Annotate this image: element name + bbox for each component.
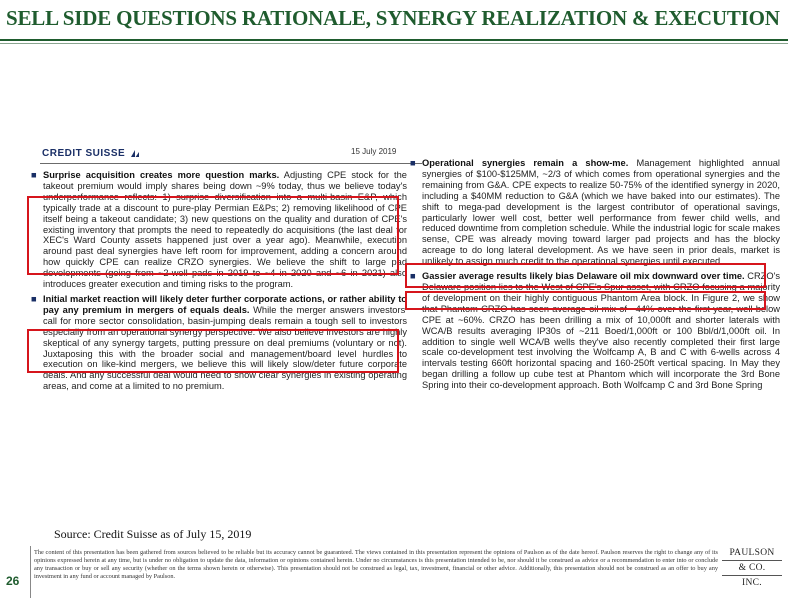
paragraph-body: While the merger answers investors' call for more sector consolidation, basin-jumping deals remain a tough sell to investors especially from an operational synergy perspective. We also believe investors are highly skeptical of any synergy targets, putting pressure on deal premiums (voluntary or not). Juxtaposing this with the broader social and management/board level hurdles to execution on like-kind mergers, we believe this will likely slow/deter future corporate deals. And any successful deal would need to show clear synergies in existing operating areas, and come at a limited to no premium. (43, 304, 407, 392)
excerpt-rule (40, 163, 422, 164)
disclaimer: The content of this presentation has been gathered from sources believed to be reliable but its accuracy cannot be guaranteed. The views contained in this presentation represent the opinions of Paulson as of the date hereof. Paulson reserves the right to change any of its opinions expressed herein at any time, but is under no obligation to update the data, information or opinions contained herein. Under no circumstances is this presentation intended to be, nor should it be construed as advice or a recommendation to enter into or conclude any transaction or buy or sell any security (whether on the terms shown herein or otherwise). This presentation should not be construed as legal, tax, investment, financial or other advice. Additionally, this presentation should not be construed as an offer to buy any investment in any fund or account managed by Paulson. (34, 549, 718, 580)
slide-title: SELL SIDE QUESTIONS RATIONALE, SYNERGY REALIZATION & EXECUTION (6, 6, 780, 30)
bullet-square-icon: ■ (410, 271, 416, 282)
paragraph-heading: Initial market reaction will likely deter further corporate actions, or rather ability to pay any premium in mergers of equals deals. (43, 293, 407, 315)
logo-line: & CO. (722, 561, 782, 576)
source-note: Source: Credit Suisse as of July 15, 2019 (54, 527, 252, 541)
title-rule-thin (0, 43, 788, 44)
publisher-name: CREDIT SUISSE (42, 148, 126, 159)
highlight-box-diversification (27, 196, 399, 275)
paragraph-heading: Surprise acquisition creates more question marks. (43, 170, 280, 180)
paragraph-body: Management highlighted annual synergies of $100-$125MM, ~2/3 of which comes from operational synergies and the remaining from G&A. CPE expects to realize 50-75% of the identified synergy in 2020, including a $40MM reduction to G&A (which we have baked into our estimates). The shift to mega-pad development is the largest contributor of operational savings, particularly lower well cost, better well performance from fewer child wells, and reduced downtime from completion schedule. While the industrial logic for scale makes sense, CPE was already moving toward larger pad projects and has the blocky acreage to do long lateral development. As we have seen in prior deals, market is unlikely to assign much credit to the operational synergies until executed. (422, 158, 780, 267)
page-divider (30, 546, 31, 598)
title-rule (0, 39, 788, 41)
logo-line: INC. (742, 578, 762, 588)
bullet-paragraph (410, 158, 780, 267)
sails-icon (130, 149, 140, 158)
paulson-logo (722, 546, 782, 592)
bullet-square-icon: ■ (31, 170, 37, 180)
report-date: 15 July 2019 (351, 147, 397, 156)
page-number: 26 (6, 574, 20, 588)
highlight-box-synergy-skepticism (27, 329, 399, 373)
paragraph-heading: Operational synergies remain a show-me. (422, 158, 629, 168)
credit-suisse-logo (42, 148, 140, 159)
bullet-square-icon: ■ (31, 293, 37, 304)
paragraph-body: CRZO's Delaware position lies to the West of CPE's Spur asset, with CRZO focusing a majority of development on their highly contiguous Phantom Area block. In Figure 2, we show that Phantom CRZO has seen average oil mix of ~44% over the first year, well below CPE at ~60%. CRZO has been drilling a mix of 10,000ft and shorter laterals with WCA/B results averaging IP30s of ~211 Boed/1,000ft or 100 Bbl/d/1,000ft oil. In addition to single well WCA/B wells they've also recently completed their first large scale co-development test involving the Wolfcamp A, B and C with 6-wells across 4 intervals testing 660ft horizontal spacing and 160-250ft vertical spacing. In May they began drilling a follow up cube test at Phantom which will incorporate the 3rd Bone Spring into their co-development approach. Both Wolfcamp C and 3rd Bone Spring (422, 271, 780, 391)
highlight-box-gassier-results (405, 291, 766, 310)
paragraph-heading: Gassier average results likely bias Delaware oil mix downward over time. (422, 271, 745, 282)
bullet-square-icon: ■ (410, 158, 416, 168)
highlight-box-market-credit (405, 263, 766, 288)
bullet-paragraph (410, 271, 780, 391)
paragraph-body: Adjusting CPE stock for the takeout premium would imply shares being down ~9% today, thus we believe today's underperformance reflects: 1) surprise diversification into a multi-basin E&P, which typically trade at a discount to pure-play Permian E&Ps; 2) removing likelihood of CPE itself being a takeout candidate; 3) new questions on the quality and duration of CPE's existing inventory that prompts the need to repeatedly do acquisitions (the last deal for XEC's Ward County assets happened just over a year ago). Meanwhile, execution around past deal synergies have left room for improvement, adding a concern around how quickly CPE can realize CRZO synergies. We believe the shift to large pad developments (going from ~2-well pads in 2019 to ~4 in 2020 and ~6 in 2021) also introduces greater execution and timing risks to the program. (43, 170, 407, 290)
logo-line: PAULSON (722, 546, 782, 561)
